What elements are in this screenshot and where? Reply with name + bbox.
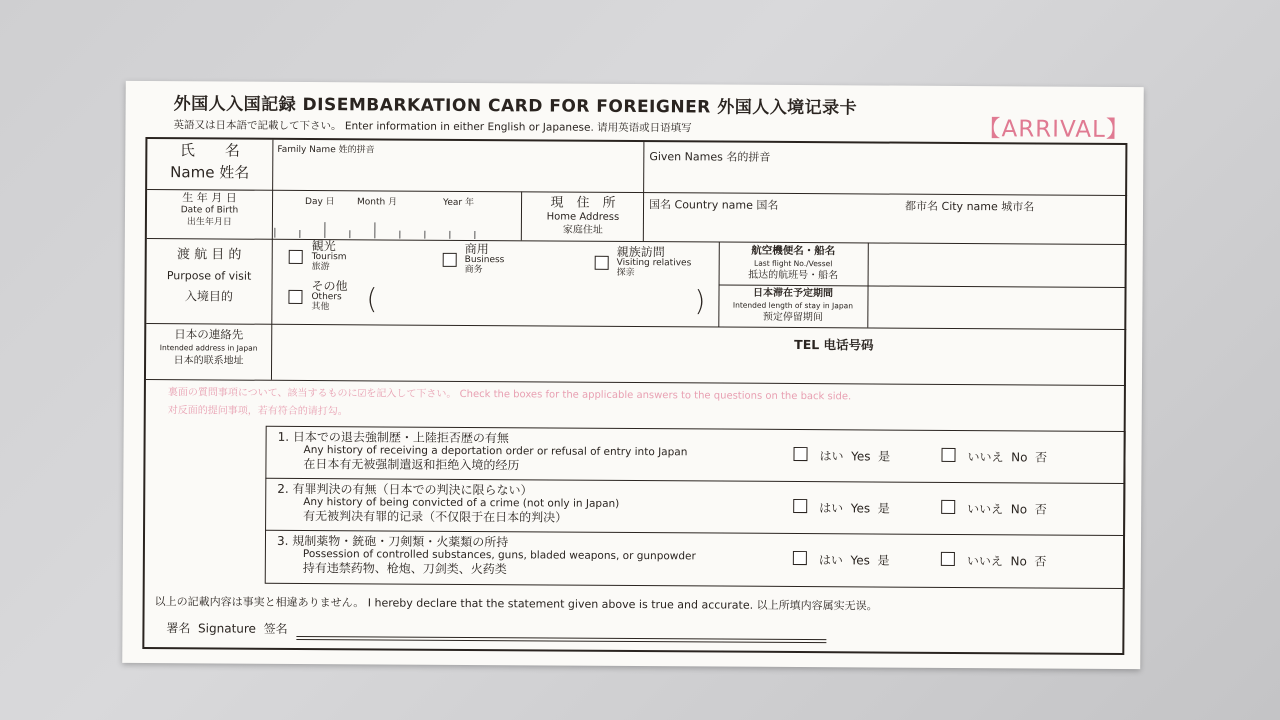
- card-subtitle: 英語又は日本語で記載して下さい。 Enter information in either English or Japanese. 请用英语或日语填写: [173, 119, 692, 135]
- stay-label-en: Intended length of stay in Japan: [732, 300, 854, 311]
- question-1-en: Any history of receiving a deportation order or refusal of entry into Japan: [303, 444, 688, 459]
- business-cn: 商务: [464, 265, 483, 276]
- dob-year-label: Year 年: [443, 197, 474, 209]
- tourism-checkbox[interactable]: [289, 250, 303, 264]
- tourism-option: [312, 240, 347, 273]
- question-2-no-checkbox[interactable]: [941, 500, 955, 514]
- visiting-relatives-cn: 探亲: [616, 267, 635, 279]
- name-label-jp: 氏 名: [179, 141, 240, 160]
- question-3-yes-label: はい Yes 是: [818, 553, 890, 568]
- dob-label-en: Date of Birth: [180, 205, 239, 216]
- given-names-label: Given Names 名的拼音: [649, 150, 771, 164]
- visiting-relatives-en: Visiting relatives: [616, 258, 692, 269]
- contact-label-en: Intended address in Japan: [159, 343, 258, 353]
- question-1: [277, 430, 687, 474]
- arrival-stamp: 【ARRIVAL】: [977, 116, 1130, 144]
- signature-field[interactable]: [296, 614, 826, 641]
- home-label-cn: 家庭住址: [562, 224, 603, 236]
- card-title: 外国人入国記録 DISEMBARKATION CARD FOR FOREIGNER 外国人入境记录卡: [173, 94, 858, 119]
- contact-label-cn: 日本的联系地址: [173, 355, 244, 367]
- question-1-no-checkbox[interactable]: [941, 448, 955, 462]
- tourism-en: Tourism: [311, 252, 347, 263]
- question-1-no-label: いいえ No 否: [967, 450, 1048, 465]
- others-option: [311, 280, 347, 313]
- flight-label-en: Last flight No./Vessel: [754, 258, 833, 269]
- business-option: [465, 243, 505, 276]
- others-open-paren: (: [366, 282, 378, 316]
- question-1-cn: 在日本有无被强制遣返和拒绝入境的经历: [303, 456, 520, 473]
- name-label-en: Name 姓名: [170, 163, 250, 182]
- declaration-text: 以上の記載内容は事実と相違ありません。 I hereby declare that the statement given above is true and accurate. 以上所填内容属实无误。: [154, 595, 878, 613]
- dob-month-label: Month 月: [357, 197, 398, 208]
- home-city-label: 都市名 City name 城市名: [904, 199, 1035, 214]
- stay-field[interactable]: [869, 287, 1125, 328]
- others-jp: その他: [311, 279, 348, 294]
- signature-label: 署名 Signature 签名: [166, 621, 288, 636]
- question-3-no-label: いいえ No 否: [966, 554, 1047, 569]
- purpose-label-jp: 渡 航 目 的: [176, 247, 242, 263]
- question-2: [277, 482, 619, 525]
- others-cn: 其他: [311, 302, 330, 313]
- instructions-line1: [168, 383, 851, 402]
- visiting-relatives-jp: 親族訪問: [616, 244, 665, 260]
- others-en: Others: [311, 292, 342, 303]
- question-1-yes-label: はい Yes 是: [819, 449, 891, 464]
- home-address-field[interactable]: [645, 210, 1125, 243]
- tel-label: TEL 电话号码: [794, 336, 874, 353]
- question-2-jp: 2. 有罪判決の有無（日本での判決に限らない）: [277, 481, 533, 498]
- question-3-cn: 持有违禁药物、枪炮、刀剑类、火药类: [302, 560, 507, 577]
- dob-label-cn: 出生年月日: [186, 217, 232, 228]
- stay-label-jp: 日本滞在予定期間: [752, 287, 834, 300]
- contact-label-jp: 日本の連絡先: [174, 327, 244, 342]
- question-2-no-label: いいえ No 否: [967, 502, 1047, 517]
- given-names-field[interactable]: [645, 164, 1125, 194]
- home-label-en: Home Address: [546, 211, 620, 223]
- question-2-yes-checkbox[interactable]: [793, 499, 807, 513]
- instructions-line2: 对反面的提问事项，若有符合的请打勾。: [167, 405, 348, 418]
- home-label-jp: 現 住 所: [550, 195, 616, 211]
- instructions-en: Check the boxes for the applicable answers to the questions on the back side.: [459, 388, 852, 403]
- flight-label-jp: 航空機便名・船名: [751, 244, 836, 258]
- business-en: Business: [464, 255, 505, 266]
- home-country-label: 国名 Country name 国名: [649, 198, 779, 212]
- stay-label-cn: 预定停留期间: [762, 311, 823, 324]
- family-name-label: Family Name 姓的拼音: [277, 144, 375, 156]
- visiting-relatives-option: [617, 246, 692, 279]
- flight-field[interactable]: [870, 244, 1126, 286]
- tourism-jp: 観光: [311, 239, 336, 254]
- question-3-yes-checkbox[interactable]: [793, 551, 807, 565]
- purpose-label-en: Purpose of visit: [166, 269, 252, 283]
- business-checkbox[interactable]: [443, 253, 457, 267]
- dob-day-label: Day 日: [305, 196, 335, 208]
- question-1-jp: 1. 日本での退去強制歴・上陸拒否歴の有無: [277, 429, 509, 446]
- question-1-yes-checkbox[interactable]: [793, 447, 807, 461]
- tourism-cn: 旅游: [311, 262, 330, 273]
- dob-label-jp: 生 年 月 日: [182, 191, 237, 205]
- others-field[interactable]: [382, 286, 698, 318]
- disembarkation-card: [122, 81, 1144, 669]
- form-frame: [142, 137, 1127, 655]
- question-3: [277, 534, 696, 578]
- family-name-field[interactable]: [273, 156, 641, 191]
- question-3-en: Possession of controlled substances, guns, bladed weapons, or gunpowder: [302, 548, 696, 563]
- others-checkbox[interactable]: [288, 290, 302, 304]
- question-2-en: Any history of being convicted of a crime (not only in Japan): [303, 496, 620, 511]
- dob-field[interactable]: [273, 202, 519, 240]
- flight-label-cn: 抵达的航班号・船名: [748, 269, 839, 282]
- instructions-jp: 裏面の質問事項について、該当するものに☑を記入して下さい。: [167, 387, 457, 400]
- business-jp: 商用: [464, 241, 489, 257]
- others-close-paren: ): [694, 284, 706, 318]
- tel-field[interactable]: [916, 332, 1124, 383]
- purpose-label-cn: 入境目的: [184, 289, 234, 304]
- question-3-no-checkbox[interactable]: [941, 552, 955, 566]
- question-2-yes-label: はい Yes 是: [819, 501, 890, 516]
- contact-address-field[interactable]: [273, 326, 793, 381]
- question-3-jp: 3. 規制薬物・銃砲・刀剣類・火薬類の所持: [276, 533, 509, 550]
- question-2-cn: 有无被判决有罪的记录（不仅限于在日本的判决）: [303, 508, 568, 525]
- visiting-relatives-checkbox[interactable]: [595, 256, 609, 270]
